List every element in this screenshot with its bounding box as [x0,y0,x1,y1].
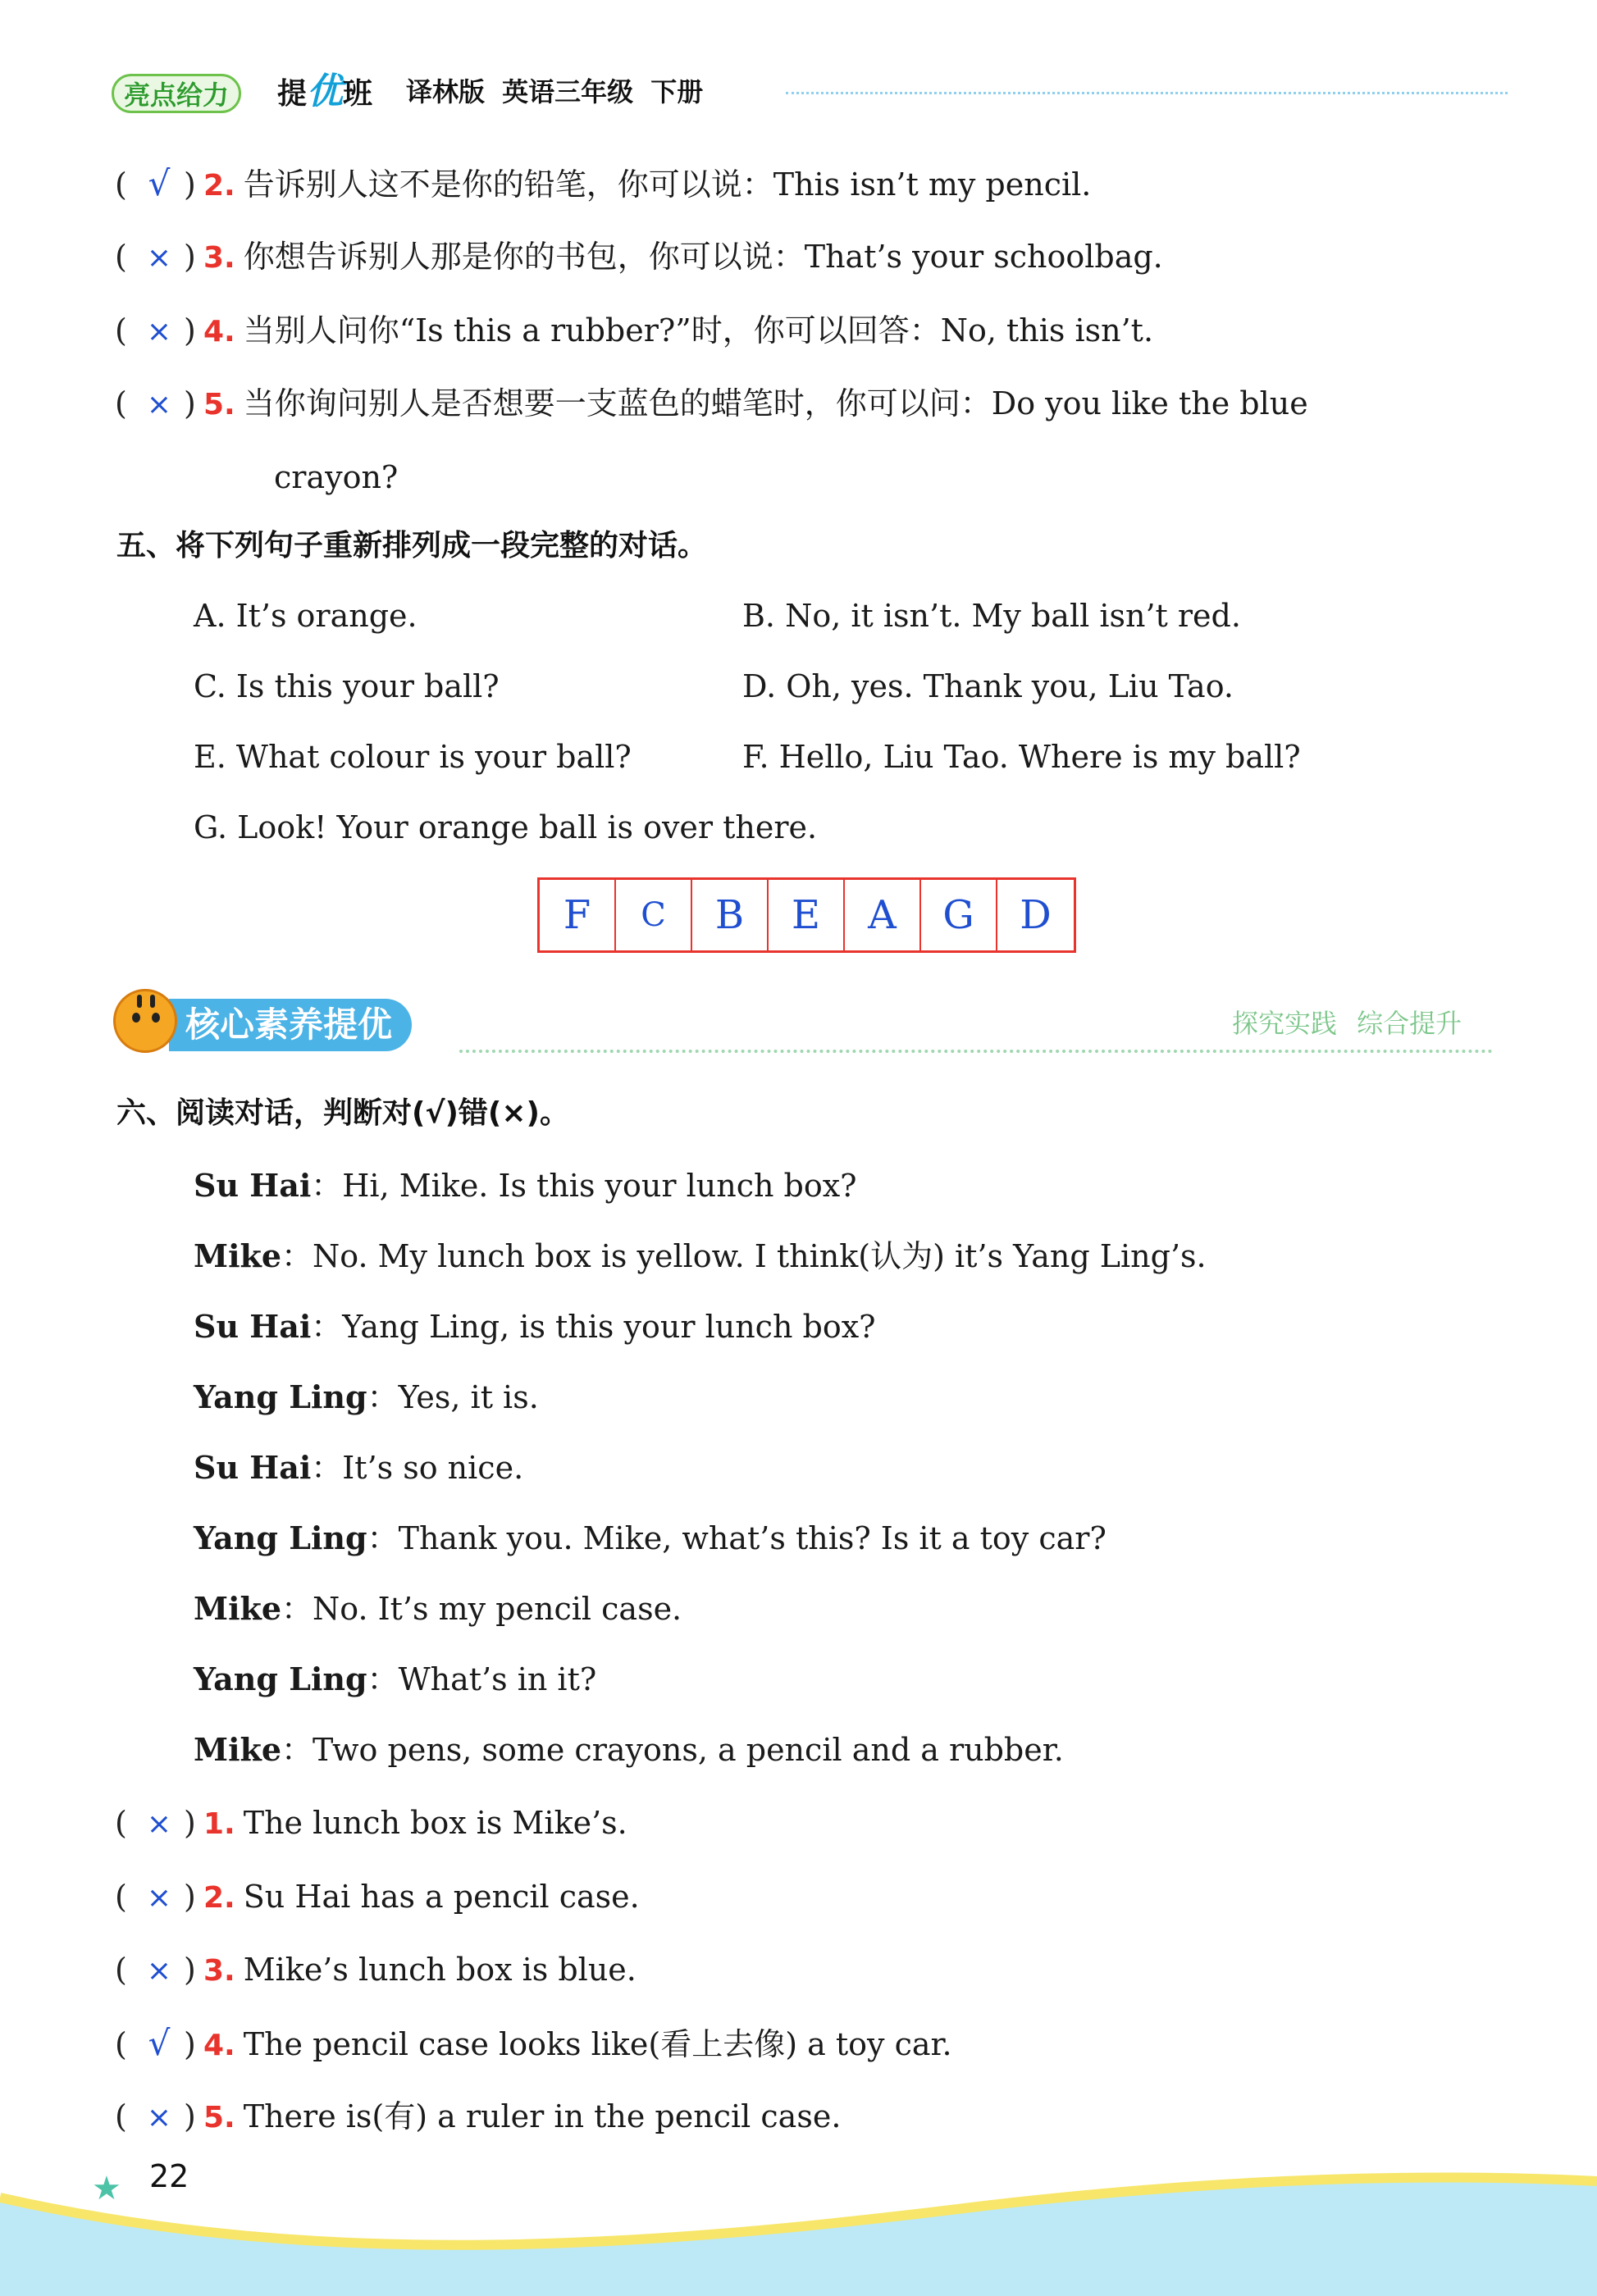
judge-row: ( √ ) 2. 告诉别人这不是你的铅笔，你可以说：This isn’t my pencil. [115,159,1091,208]
page-number: 22 [149,2158,189,2194]
item-text: 当你询问别人是否想要一支蓝色的蜡笔时，你可以问：Do you like the blue [243,385,1308,421]
dialogue-line: Yang Ling：Thank you. Mike, what’s this? Is it a toy car? [194,1519,1106,1556]
speaker: Su Hai [194,1167,312,1204]
brand-char-1: 提 [277,77,308,111]
dialogue-line: Yang Ling：What’s in it? [194,1660,597,1697]
judge-row: ( × ) 5. 当你询问别人是否想要一支蓝色的蜡笔时，你可以问：Do you like the blue [115,379,1308,428]
item-text: Mike’s lunch box is blue. [243,1952,637,1988]
answer-box: B [692,880,769,950]
judge-row: ( × ) 2. Su Hai has a pencil case. [115,1872,640,1921]
judge-row: ( × ) 5. There is(有) a ruler in the pencil case. [115,2092,841,2141]
check-mark: √ [148,2023,171,2063]
dialogue-line: Mike：Two pens, some crayons, a pencil and a rubber. [194,1731,1064,1768]
dialogue-line: Yang Ling：Yes, it is. [194,1378,539,1415]
answer-box: G [921,880,997,950]
speaker: Yang Ling [194,1378,367,1415]
answer-box: D [1020,892,1052,938]
utterance: Hi, Mike. Is this your lunch box? [342,1168,857,1204]
item-text: There is(有) a ruler in the pencil case. [243,2098,842,2134]
utterance: What’s in it? [398,1661,597,1697]
judge-row: ( × ) 3. 你想告诉别人那是你的书包，你可以说：That’s your schoolbag. [115,232,1163,281]
speaker: Mike [194,1237,282,1274]
item-number: 3. [203,1954,235,1988]
tiger-mascot-icon [113,989,177,1053]
cross-mark: × [146,1807,172,1841]
speaker: Yang Ling [194,1660,367,1697]
dialogue-line: Mike：No. My lunch box is yellow. I think(认为) it’s Yang Ling’s. [194,1237,1207,1274]
item-text: 你想告诉别人那是你的书包，你可以说：That’s your schoolbag. [243,239,1163,275]
item-number: 2. [203,1881,235,1915]
answer-sequence [537,877,1076,953]
item-number: 1. [203,1807,235,1841]
option-g: G. Look! Your orange ball is over there. [194,809,818,845]
option-a: A. It’s orange. [194,598,418,634]
dialogue-line: Su Hai：Yang Ling, is this your lunch box? [194,1308,876,1345]
check-mark: √ [148,163,171,203]
judge-row: ( × ) 4. 当别人问你“Is this a rubber?”时，你可以回答：No, this isn’t. [115,306,1153,355]
core-section-banner: 核心素养提优 [169,999,412,1051]
item-number: 3. [203,241,235,275]
speaker: Su Hai [194,1449,312,1486]
utterance: Two pens, some crayons, a pencil and a rubber. [313,1732,1064,1768]
cross-mark: × [146,1954,172,1988]
utterance: Yes, it is. [398,1379,539,1415]
header-info: 译林版 英语三年级 下册 [406,76,704,107]
answer-box: E [769,880,845,950]
cross-mark: × [146,388,172,421]
dialogue-line: Mike：No. It’s my pencil case. [194,1590,682,1627]
brand-char-2: 优 [307,71,344,112]
cross-mark: × [146,1881,172,1915]
option-c: C. Is this your ball? [194,668,500,704]
item-number: 5. [203,2101,235,2134]
cross-mark: × [146,2101,172,2134]
dialogue-line: Su Hai：It’s so nice. [194,1449,524,1486]
item-text: 告诉别人这不是你的铅笔，你可以说：This isn’t my pencil. [243,166,1092,203]
item-text: Su Hai has a pencil case. [243,1879,640,1915]
item-text: The lunch box is Mike’s. [243,1805,627,1841]
item-number: 2. [203,169,235,203]
item-text-continued: crayon? [274,459,399,495]
core-subtitle: 探究实践 综合提升 [1232,1008,1462,1039]
speaker: Su Hai [194,1308,312,1345]
speaker: Mike [194,1731,282,1768]
option-f: F. Hello, Liu Tao. Where is my ball? [742,739,1301,775]
judge-row: ( √ ) 4. The pencil case looks like(看上去像) a toy car. [115,2019,952,2068]
judge-row: ( × ) 1. The lunch box is Mike’s. [115,1798,627,1847]
answer-box: A [845,880,921,950]
item-number: 4. [203,2029,235,2062]
speaker: Mike [194,1590,282,1627]
utterance: It’s so nice. [342,1450,524,1486]
option-d: D. Oh, yes. Thank you, Liu Tao. [742,668,1234,704]
item-number: 5. [203,388,235,421]
dialogue-line: Su Hai：Hi, Mike. Is this your lunch box? [194,1167,857,1204]
star-icon: ★ [92,2170,121,2207]
item-text: 当别人问你“Is this a rubber?”时，你可以回答：No, this isn’t. [243,312,1154,348]
cross-mark: × [146,315,172,348]
cross-mark: × [146,241,172,275]
judge-row: ( × ) 3. Mike’s lunch box is blue. [115,1945,637,1994]
utterance: Thank you. Mike, what’s this? Is it a toy car? [398,1520,1106,1556]
section-6-title: 六、阅读对话，判断对(√)错(×)。 [116,1096,569,1130]
utterance: No. My lunch box is yellow. I think(认为) it’s Yang Ling’s. [313,1238,1207,1274]
utterance: Yang Ling, is this your lunch box? [342,1309,876,1345]
speaker: Yang Ling [194,1519,367,1556]
header-brand [277,71,372,116]
option-e: E. What colour is your ball? [194,739,632,775]
section-5-title: 五、将下列句子重新排列成一段完整的对话。 [116,529,708,563]
core-divider [459,1050,1493,1053]
item-number: 4. [203,315,235,348]
header-divider [786,92,1508,94]
header-badge: 亮点给力 [112,74,241,113]
option-b: B. No, it isn’t. My ball isn’t red. [742,598,1241,634]
utterance: No. It’s my pencil case. [313,1591,682,1627]
item-text: The pencil case looks like(看上去像) a toy car. [243,2026,952,2062]
answer-box: F [540,880,616,950]
footer-wave-decoration [0,2148,1597,2296]
answer-box: C [616,880,692,950]
brand-char-3: 班 [343,77,373,111]
